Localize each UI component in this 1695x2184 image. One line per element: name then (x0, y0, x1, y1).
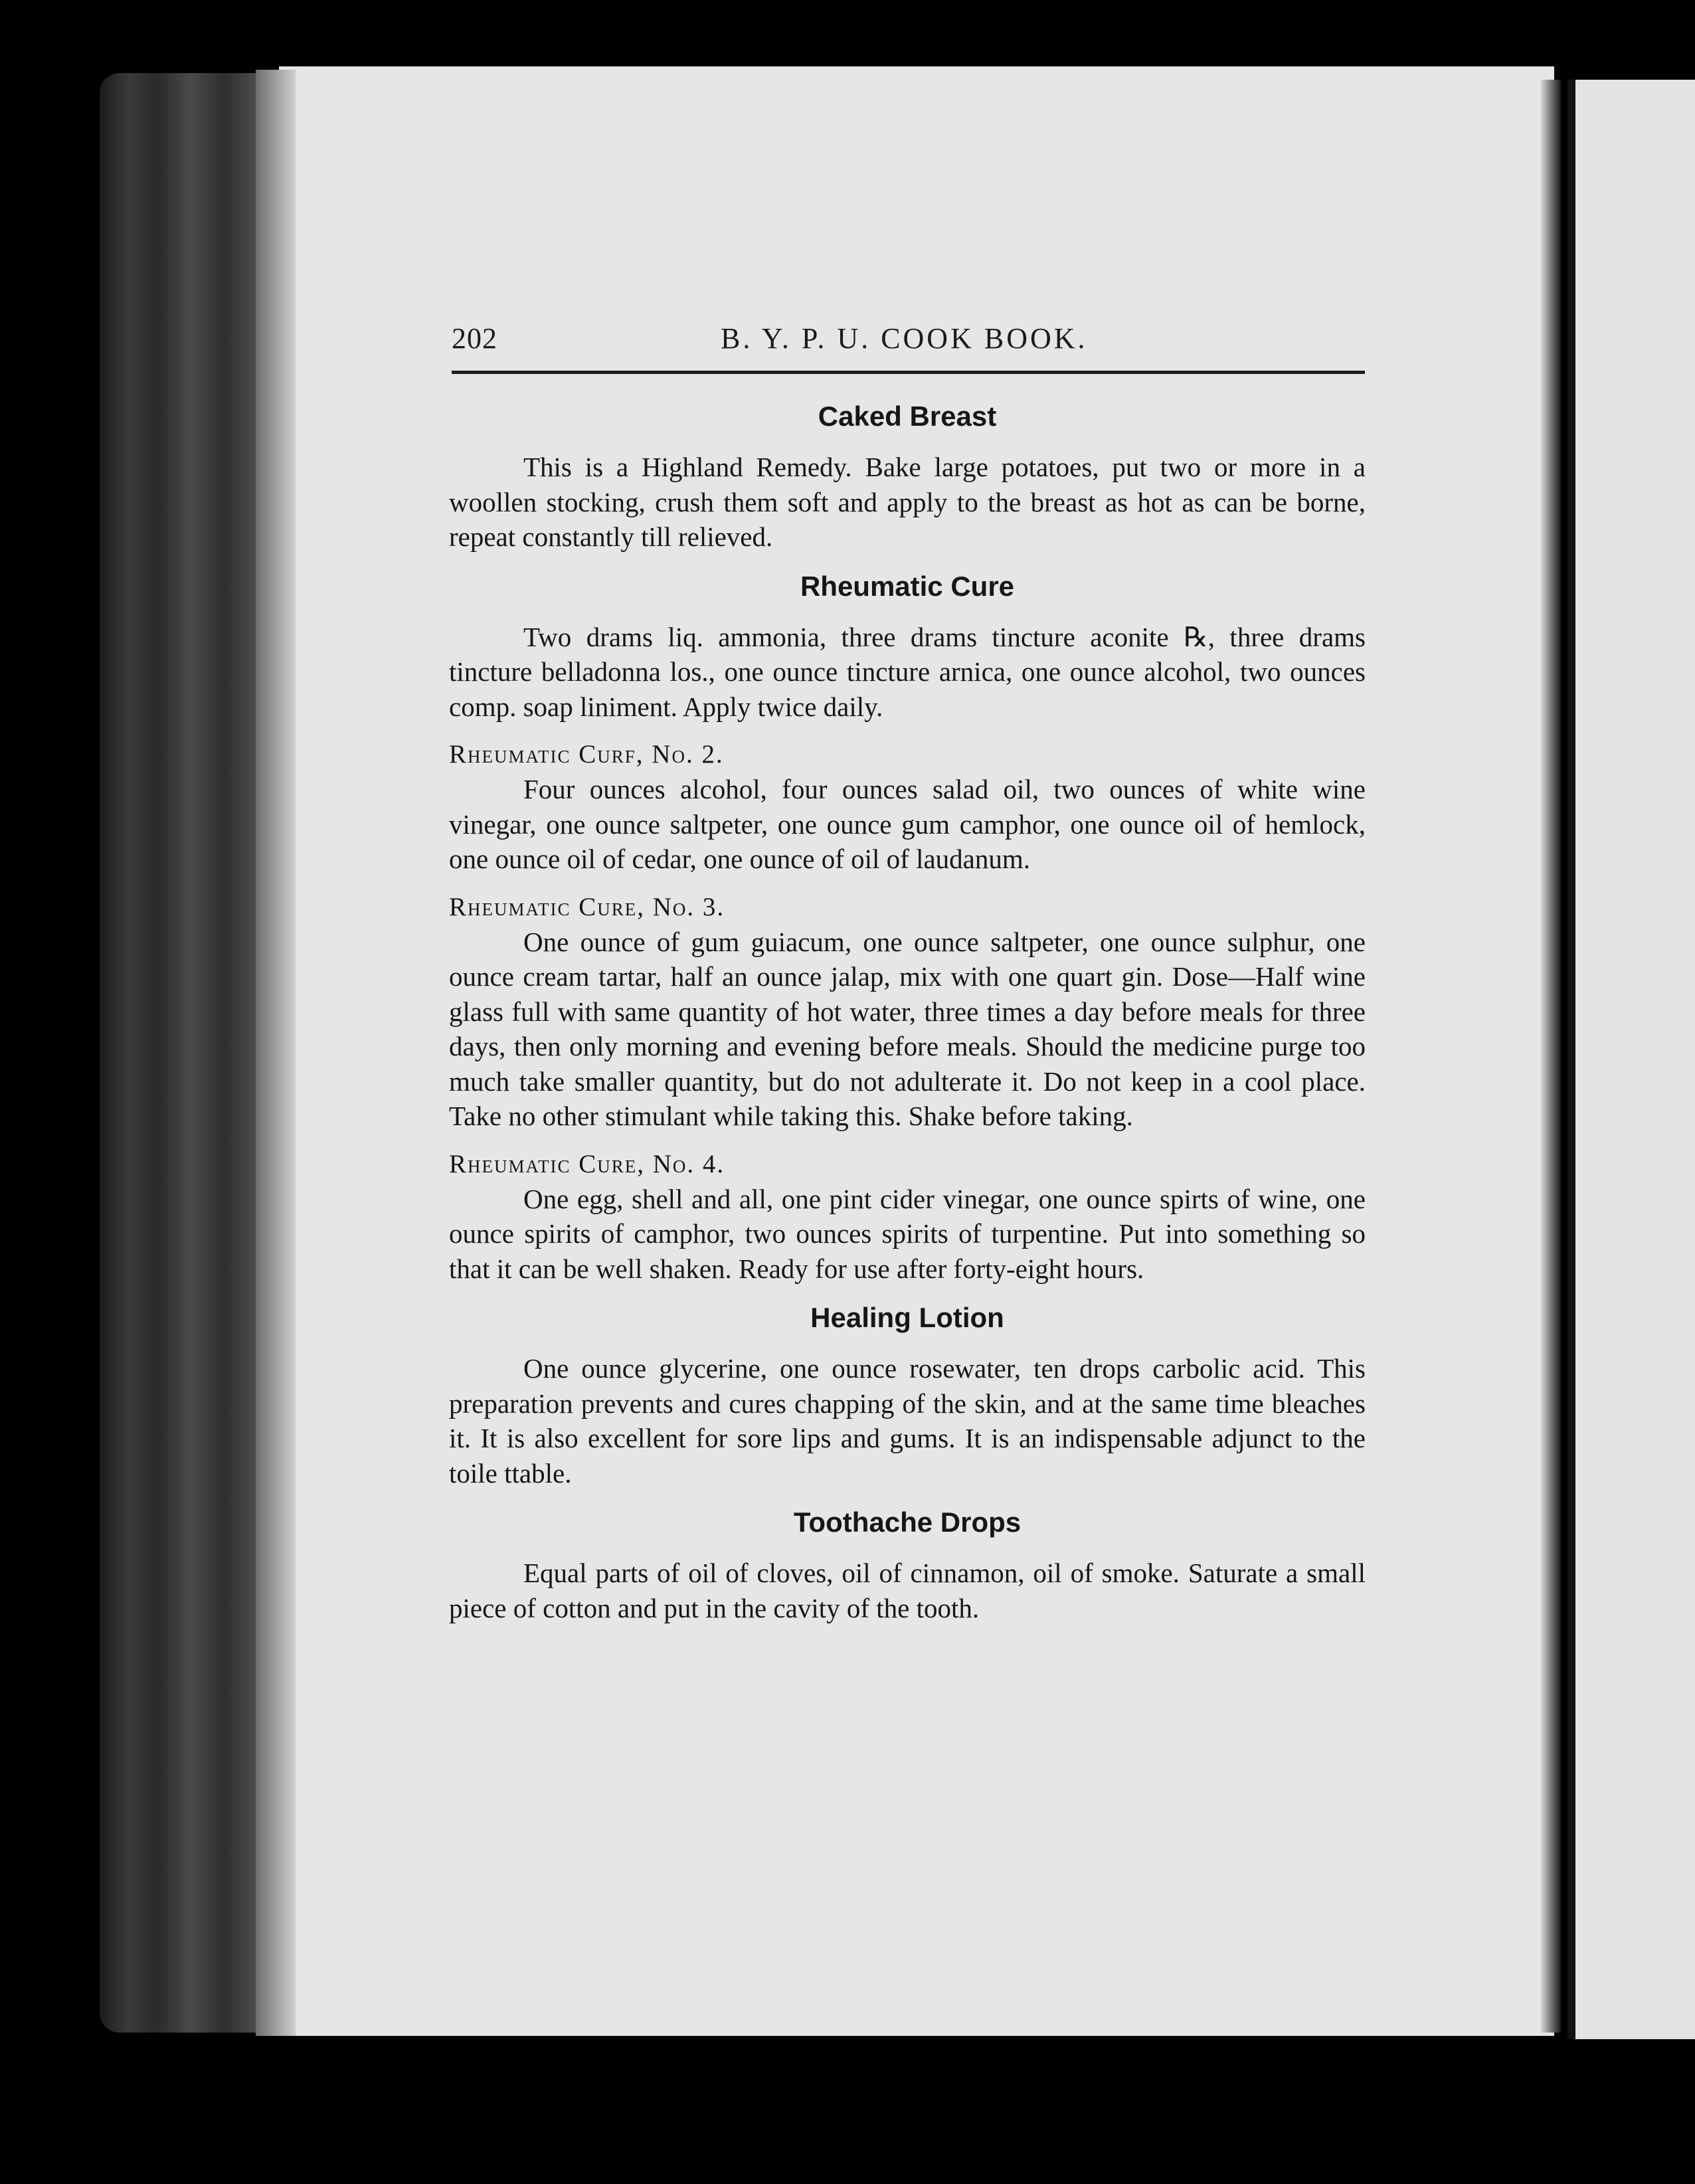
section-body-caked-breast: This is a Highland Remedy. Bake large potatoes, put two or more in a woollen stocking, crush them soft and apply to the breast as hot as can be borne, repeat constantly till relieved. (449, 452, 1366, 552)
page-binding-shadow (256, 70, 296, 2036)
section-body-rheumatic-cure-3: One ounce of gum guiacum, one ounce saltpeter, one ounce sulphur, one ounce cream tartar, half an ounce jalap, mix with one quart gin. Dose—Half wine glass full with same quantity of hot water, three times a day before meals for three days, then only morning and evening before meals. Should the medicine purge too much take smaller quantity, but do not adulterate it. Do not keep in a cool place. Take no other stimulant while taking this. Shake before taking. (449, 926, 1366, 1131)
section-body-toothache-drops: Equal parts of oil of cloves, oil of cinnamon, oil of smoke. Saturate a small piece of cotton and put in the cavity of the tooth. (449, 1558, 1366, 1623)
page-header (452, 318, 1365, 374)
page-number: 202 (452, 322, 497, 355)
section-body-rheumatic-cure-4: One egg, shell and all, one pint cider vinegar, one ounce spirts of wine, one ounce spirits of camphor, two ounces spirits of turpentine. Put into something so that it can be well shaken. Ready for use after forty-eight hours. (449, 1183, 1366, 1284)
section-heading-toothache-drops: Toothache Drops (793, 1506, 1022, 1538)
section-body-rheumatic-cure: Two drams liq. ammonia, three drams tincture aconite ℞, three drams tincture belladonna los., one ounce tincture arnica, one ounce alcohol, two ounces comp. soap liniment. Apply twice daily. (449, 621, 1366, 722)
section-subheading-rheumatic-cure-4: Rheumatic Cure, No. 4. (449, 1149, 725, 1178)
section-subheading-rheumatic-cure-2: Rheumatic Curf, No. 2. (449, 740, 724, 769)
section-heading-caked-breast: Caked Breast (818, 401, 997, 432)
section-heading-rheumatic-cure: Rheumatic Cure (800, 570, 1015, 602)
section-heading-healing-lotion: Healing Lotion (810, 1302, 1004, 1333)
section-subheading-rheumatic-cure-3: Rheumatic Cure, No. 3. (449, 892, 725, 921)
facing-page-edge (1567, 80, 1695, 2039)
book-spine (100, 73, 266, 2033)
running-title: B. Y. P. U. COOK BOOK. (721, 322, 1088, 355)
section-body-healing-lotion: One ounce glycerine, one ounce rosewater, ten drops carbolic acid. This preparation prevents and cures chapping of the skin, and at the same time bleaches it. It is also excellent for sore lips and gums. It is an indispensable adjunct to the toile ttable. (449, 1353, 1366, 1489)
section-body-rheumatic-cure-2: Four ounces alcohol, four ounces salad oil, two ounces of white wine vinegar, one ounce saltpeter, one ounce gum camphor, one ounce oil of hemlock, one ounce oil of cedar, one ounce of oil of laudanum. (449, 774, 1366, 874)
page-gutter-shadow (1541, 80, 1561, 2033)
page-content (449, 389, 1366, 1625)
